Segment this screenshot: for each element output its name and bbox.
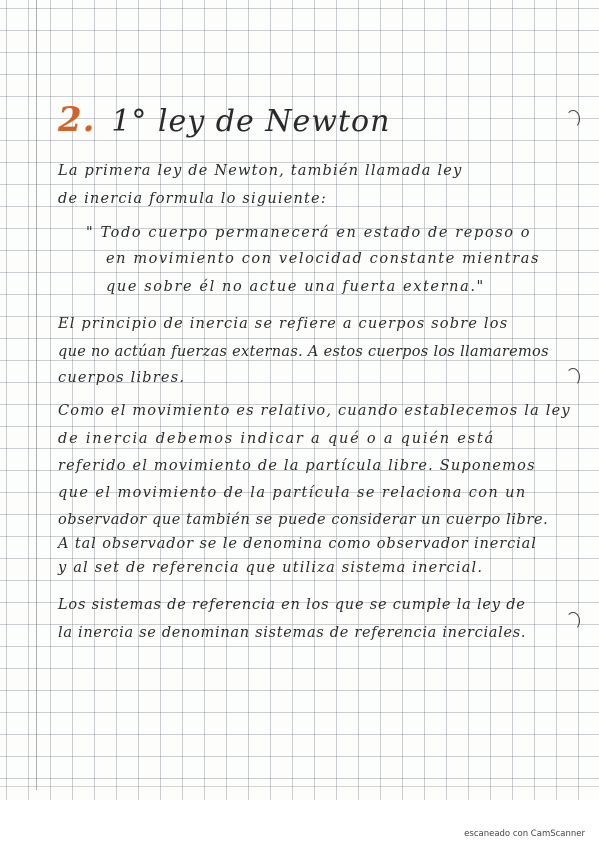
text-line: Como el movimiento es relativo, cuando establecemos la ley [58,403,571,419]
text-line: de inercia debemos indicar a qué o a quién está [58,431,495,447]
binder-hole-mark [566,612,580,630]
text-line: referido el movimiento de la partícula libre. Suponemos [58,458,536,474]
text-line: de inercia formula lo siguiente: [58,191,327,207]
quote-line: " Todo cuerpo permanecerá en estado de reposo o [86,225,532,241]
quote-line: que sobre él no actue una fuerta externa." [106,279,485,295]
text-line: que no actúan fuerzas externas. A estos cuerpos los llamaremos [58,344,549,360]
binder-hole-mark [566,368,580,386]
text-line: A tal observador se le denomina como observador inercial [58,536,537,552]
quote-line: en movimiento con velocidad constante mientras [106,251,541,267]
page-bottom-edge [0,786,599,787]
text-line: El principio de inercia se refiere a cuerpos sobre los [58,316,509,332]
title-text: 1° ley de Newton [111,104,391,139]
text-line: y al set de referencia que utiliza sistema inercial. [58,560,484,576]
text-line: observador que también se puede considerar un cuerpo libre. [58,512,549,528]
margin-line [36,0,37,790]
page-title [58,100,390,140]
text-line: la inercia se denominan sistemas de referencia inerciales. [58,625,527,641]
text-line: cuerpos libres. [58,370,186,386]
binder-hole-mark [566,110,580,128]
scanner-watermark: escaneado con CamScanner [464,829,585,839]
text-line: que el movimiento de la partícula se relaciona con un [58,485,527,501]
title-number: 2. [58,100,96,140]
text-line: La primera ley de Newton, también llamada ley [58,163,463,179]
text-line: Los sistemas de referencia en los que se cumple la ley de [58,597,526,613]
